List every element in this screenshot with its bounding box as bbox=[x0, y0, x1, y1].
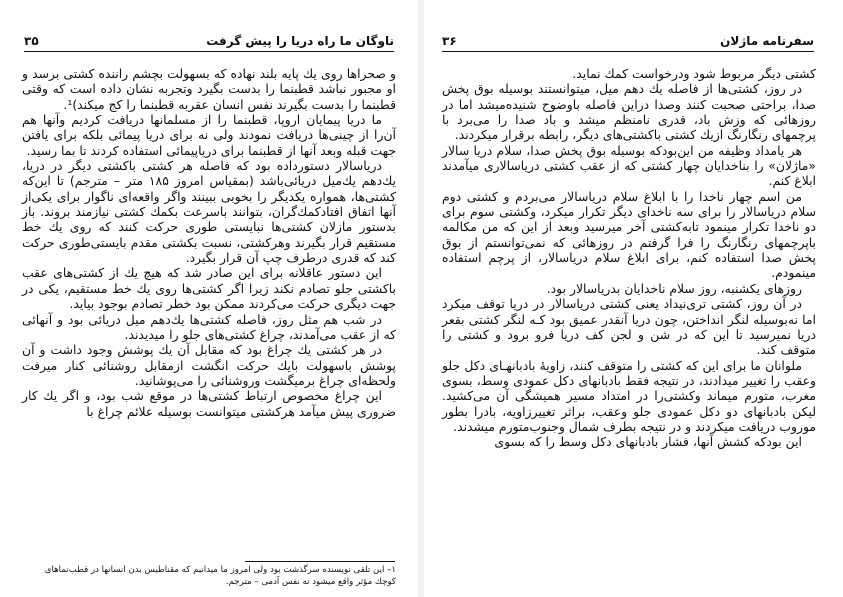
page-header bbox=[24, 33, 394, 49]
paragraph: در روز، کشتی‌ها از فاصله یك دهم میل، میتوانستند بوسیله بوق پخش صدا، براحتی صحبت کنند وصدا دراین فاصله باوضوح شنیده‌میشد اما در روزهائی که وزش باد، قدری نامنظم میشد و باد صدا را می‌برد با پرچمهای رنگارنگ ازیك کشتی باکشتی‌های دیگر، رابطه برقرار میکردند. bbox=[442, 81, 816, 143]
page-number: ۳۵ bbox=[24, 34, 39, 48]
paragraph: روزهای یکشنبه، روز سلام ناخدایان بدریاسالار بود. bbox=[546, 280, 802, 296]
header-rule bbox=[442, 51, 814, 52]
right-page bbox=[424, 0, 843, 597]
paragraph: دریاسالار دستورداده بود که فاصله هر کشتی باکشتی دیگر در دریا، یك‌دهم یك‌میل دریائی‌باشد (بمقیاس امروز ۱۸۵ متر – مترجم) تا این‌که کشتی‌ها، همواره یکدیگر را بخوبی ببینند واگر واقعه‌ای ناگوار برای یکی‌از آنها اتفاق افتادکمك‌گران، بتوانند باسرعت بکمك کشتی نیازمند بروند. باز بدستور مازلان کشتی‌ها نبایستی طوری حرکت کنند که روی یك خط مستقیم قرار بگیرند وهرکشتی، نسبت بکشتی مقدم بایستی‌طوری حرکت کند که قدری درطرف چپ آن قرار بگیرد. bbox=[22, 158, 396, 266]
paragraph: ملوانان ما برای این که کشتی را متوقف کنند، زاویهٔ بادبانهـای دکل جلو وعقب را تغییر میدادند، در نتیجه فقط بادبانهای دکل عمودی وسط، بسوی مغرب، متورم میماند وکشتی‌را در امتداد مسیر همیشگی آن می‌کشید. لیکن بادبانهای دو دکل عمودی جلو وعقب، براثر تغییرزاویه، بادرا بطور موروب دریافت میکردند و در نتیجه بطرف شمال وجنوب‌متورم میشدند. bbox=[442, 357, 816, 434]
paragraph: در آن روز، کشتی تری‌نیداد یعنی کشتی دریاسالار در دریا توقف میکرد اما نه‌بوسیله لنگر انداختن، چون دریا آنقدر عمیق بود کـه لنگر کشتی بقعر دریا نمیرسید تا این که در شن و لجن کف دریا فرو برود و کشتی را متوقف کند. bbox=[442, 296, 816, 358]
footnote: ۱– این تلقی نویسنده سرگذشت بود ولی امروز ما میدانیم که مقناطیس بدن انسانها در قطب‌نماهای کوچك مؤثر واقع میشود نه نفس آدمی – مترجم. bbox=[44, 565, 396, 587]
header-rule bbox=[24, 51, 394, 52]
page-number: ۳۶ bbox=[442, 34, 457, 48]
running-title: سفرنامه ماژلان bbox=[720, 34, 814, 48]
running-title: ناوگان ما راه دریا را پیش گرفت bbox=[206, 34, 394, 48]
paragraph: هر یامداد وظیفه من این‌بودکه بوسیله بوق پخش صدا، سلام دریا سالار «ماژلان» را بناخدایان چهار کشتی که از عقب کشتی دریاسالاری میآمدند ابلاغ کنم. bbox=[442, 142, 816, 189]
paragraph: در شب هم مثل روز، فاصله کشتی‌ها یك‌دهم میل دریائی بود و آنهائی که از عقب می‌آمدند، چراغ کشتی‌های جلو را میدیدند. bbox=[22, 311, 396, 342]
paragraph: در هر کشتی یك چراغ بود که مقابل آن یك پوشش وجود داشت و آن پوشش باسهولت بایك حرکت انگشت ازمقابل روشنائی کنار میرفت ولحظه‌ای چراغ برمیگشت وروشنائی را می‌پوشانید. bbox=[22, 342, 396, 388]
footnotes bbox=[22, 564, 396, 588]
paragraph: کشتی دیگر مربوط شود ودرخواست کمك نماید. bbox=[572, 66, 816, 81]
left-page bbox=[0, 0, 418, 597]
footnote-rule bbox=[245, 561, 395, 562]
paragraph: من اسم چهار ناخدا را با ابلاغ سلام دریاسالار می‌بردم و کشتی دوم سلام دریاسالار را برای سه ناخدای دیگر تکرار میکرد، وکشتی سوم برای دو ناخدا تکرار مینمود تابه‌کشتی آخر میرسید وبعد از این که من مکالمه باپرچمهای رنگارنگ را فرا گرفتم در روزهائی که نمی‌توانستم از بوق پخش صدا استفاده کنم، برای ابلاغ سلام دریاسالار، از پرچم استفاده مینمودم. bbox=[442, 188, 816, 281]
paragraph: این بودکه کشش آنها، فشار بادبانهای دکل وسط را که بسوی bbox=[494, 434, 802, 450]
paragraph: و صحراها روی یك پایه بلند نهاده که بسهولت بچشم راننده کشتی برسد و او مجبور نباشد قطبنما را بدست بگیرد وتجربه نشان داده است که وقتی قطبنما را بدست بگیرند نفس انسان عقربه قطبنما را کج میکند)¹. bbox=[22, 66, 396, 112]
paragraph: ما دریا پیمایان اروپا، قطبنما را از مسلمانها دریافت کردیم وآنها هم آن‌را از چینی‌ها دریافت نمودند ولی نه برای دریا پیمائی بلکه برای یافتن جهت قبله وبعد آنها از قطبنما برای دریاپیمائی استفاده کردند تا بما رسید. bbox=[22, 112, 396, 158]
paragraph: این چراغ مخصوص ارتباط کشتی‌ها در موقع شب بود، و اگر یك کار ضروری پیش میآمد هرکشتی میتوانست بوسیله علائم چراغ با bbox=[22, 388, 396, 419]
body-text bbox=[22, 66, 396, 419]
page-header bbox=[442, 33, 814, 49]
body-text bbox=[442, 66, 816, 450]
paragraph: این دستور عاقلانه برای این صادر شد که هیچ یك از کشتی‌های عقب باکشتی جلو تصادم نکند زیرا اگر کشتی‌ها روی یك خط مستقیم، یکی در جهت دیگری حرکت می‌کردند ممکن بود خطر تصادم بوجود بیاید. bbox=[22, 265, 396, 312]
